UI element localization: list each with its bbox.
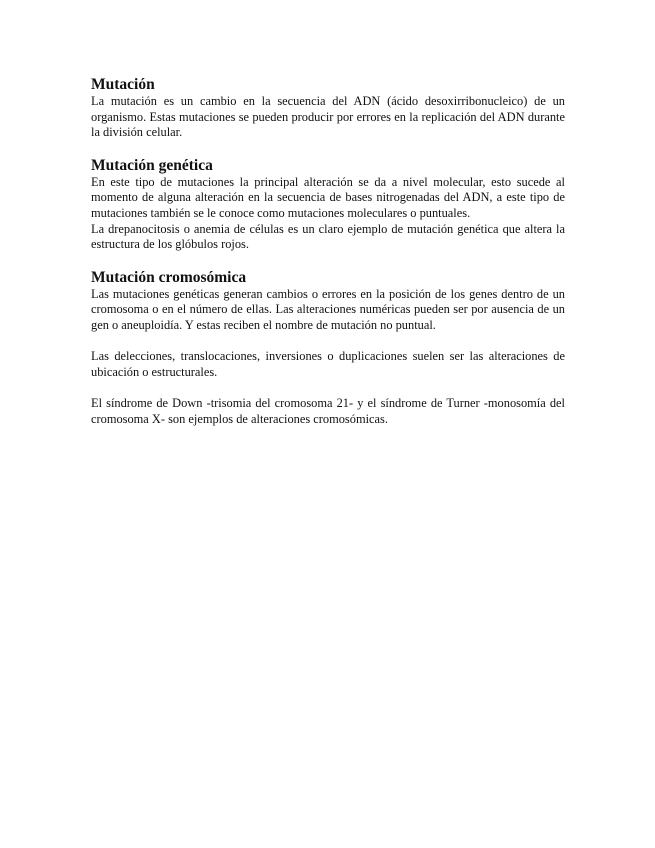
section-heading: Mutación genética	[91, 156, 213, 174]
section-paragraph: Las delecciones, translocaciones, inversiones o duplicaciones suelen ser las alteraciones de ubicación o estructurales.	[91, 349, 565, 379]
document-page	[91, 76, 565, 427]
section-paragraph: En este tipo de mutaciones la principal alteración se da a nivel molecular, esto sucede al momento de alguna alteración en la secuencia de bases nitrogenadas del ADN, a este tipo de mutaciones también se le conoce como mutaciones moleculares o puntuales.	[91, 174, 565, 220]
section-paragraph: El síndrome de Down -trisomia del cromosoma 21- y el síndrome de Turner -monosomía del cromosoma X- son ejemplos de alteraciones cromosómicas.	[91, 395, 565, 426]
section-mutacion	[91, 76, 565, 141]
section-mutacion-cromosomica	[91, 269, 565, 427]
section-paragraph: La mutación es un cambio en la secuencia del ADN (ácido desoxirribonucleico) de un organismo. Estas mutaciones se pueden producir por errores en la replicación del ADN durante la división celular.	[91, 94, 565, 140]
section-paragraph: La drepanocitosis o anemia de células es un claro ejemplo de mutación genética que altera la estructura de los glóbulos rojos.	[91, 221, 565, 252]
section-mutacion-genetica	[91, 157, 565, 253]
section-heading: Mutación	[91, 76, 155, 93]
section-paragraph: Las mutaciones genéticas generan cambios o errores en la posición de los genes dentro de un cromosoma o en el número de ellas. Las alteraciones numéricas pueden ser por ausencia de un gen o aneuploidía. Y estas reciben el nombre de mutación no puntual.	[91, 286, 565, 332]
section-heading: Mutación cromosómica	[91, 268, 247, 286]
